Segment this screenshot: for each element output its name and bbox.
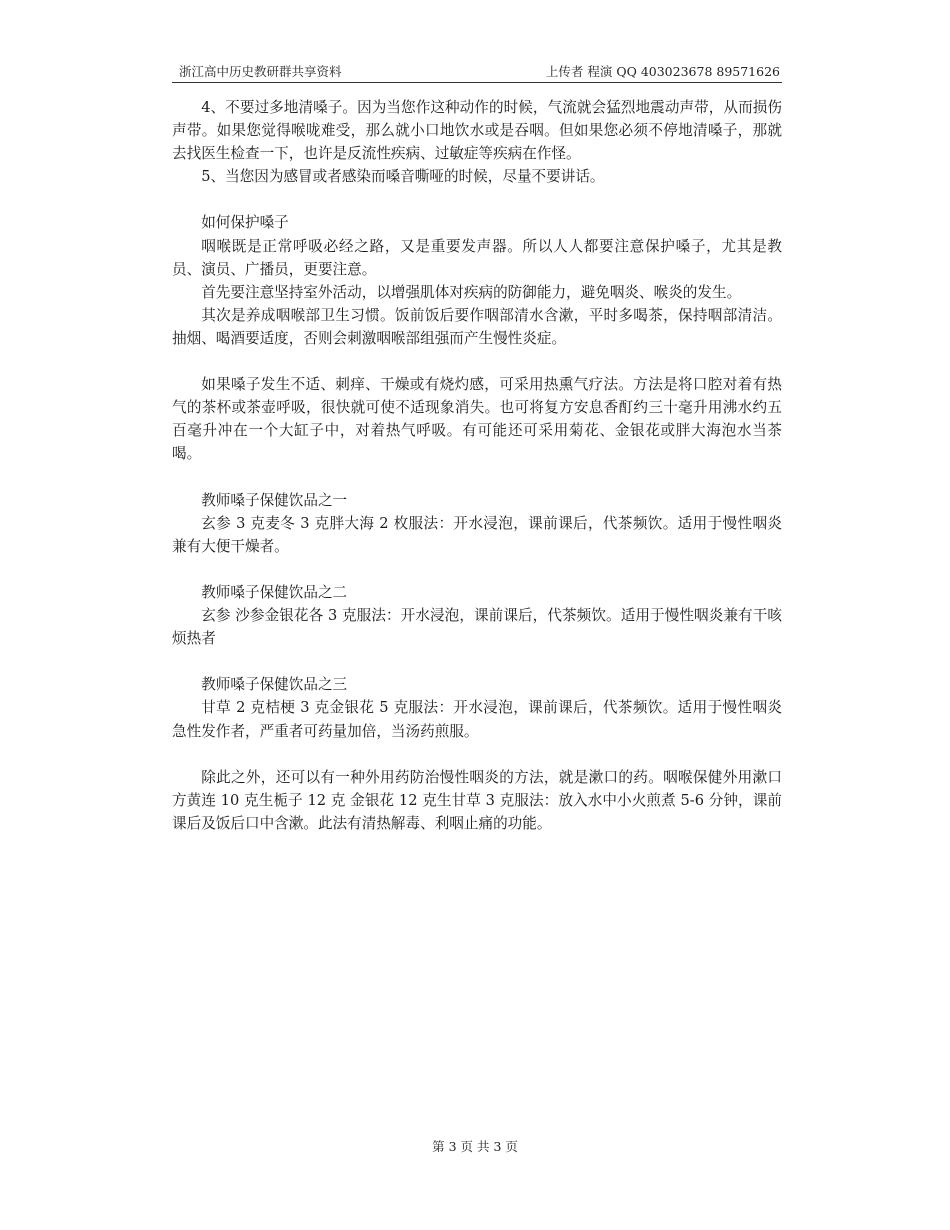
spacer (172, 558, 782, 581)
protect-paragraph-1: 咽喉既是正常呼吸必经之路，又是重要发声器。所以人人都要注意保护嗓子，尤其是教员、演员、广播员，更要注意。 (172, 237, 782, 278)
drink-3-title: 教师嗓子保健饮品之三 (201, 676, 348, 694)
protect-paragraph-3: 其次是养成咽喉部卫生习惯。饭前饭后要作咽部清水含漱，平时多喝茶，保持咽部清洁。抽烟、喝酒要适度，否则会刺激咽喉部组强而产生慢性炎症。 (172, 306, 782, 347)
page-footer (0, 1138, 950, 1156)
spacer (172, 650, 782, 673)
drink-2-title: 教师嗓子保健饮品之二 (201, 583, 348, 601)
tip-4-paragraph: 4、不要过多地清嗓子。因为当您作这种动作的时候，气流就会猛烈地震动声带，从而损伤声带。如果您觉得喉咙难受，那么就小口地饮水或是吞咽。但如果您必须不停地清嗓子，那就去找医生检查一下，也许是反流性疾病、过敏症等疾病在作怪。 (172, 99, 782, 163)
document-body (172, 96, 782, 835)
drink-1-title: 教师嗓子保健饮品之一 (201, 491, 348, 509)
drink-2-body: 玄参 沙参金银花各 3 克服法：开水浸泡，课前课后，代茶频饮。适用于慢性咽炎兼有干咳烦热者 (172, 607, 782, 648)
gargle-remedy-paragraph: 除此之外，还可以有一种外用药防治慢性咽炎的方法，就是漱口的药。咽喉保健外用漱口方黄连 10 克生栀子 12 克 金银花 12 克生甘草 3 克服法：放入水中小火煎煮 5-6 分钟，课前课后及饭后口中含漱。此法有清热解毒、利咽止痛的功能。 (172, 768, 782, 832)
header-uploader-info: 上传者 程演 QQ 403023678 89571626 (545, 64, 780, 79)
spacer (172, 466, 782, 489)
spacer (172, 350, 782, 373)
protect-paragraph-2: 首先要注意坚持室外活动，以增强肌体对疾病的防御能力，避免咽炎、喉炎的发生。 (201, 283, 742, 301)
page-number-label: 第 3 页 共 3 页 (432, 1139, 518, 1154)
spacer (172, 188, 782, 211)
steam-therapy-paragraph: 如果嗓子发生不适、刺痒、干燥或有烧灼感，可采用热熏气疗法。方法是将口腔对着有热气的茶杯或茶壶呼吸，很快就可使不适现象消失。也可将复方安息香酊约三十毫升用沸水约五百毫升冲在一个大缸子中，对着热气呼吸。有可能还可采用菊花、金银花或胖大海泡水当茶喝。 (172, 376, 782, 463)
tip-5-paragraph: 5、当您因为感冒或者感染而嗓音嘶哑的时候，尽量不要讲话。 (201, 168, 605, 186)
header-source-label: 浙江高中历史教研群共享资料 (179, 64, 342, 79)
drink-1-body: 玄参 3 克麦冬 3 克胖大海 2 枚服法：开水浸泡，课前课后，代茶频饮。适用于慢性咽炎兼有大便干燥者。 (172, 514, 782, 555)
spacer (172, 743, 782, 766)
page-header (172, 62, 782, 83)
drink-3-body: 甘草 2 克桔梗 3 克金银花 5 克服法：开水浸泡，课前课后，代茶频饮。适用于慢性咽炎急性发作者，严重者可药量加倍，当汤药煎服。 (172, 699, 782, 740)
section-title-protect-throat: 如何保护嗓子 (201, 214, 289, 232)
